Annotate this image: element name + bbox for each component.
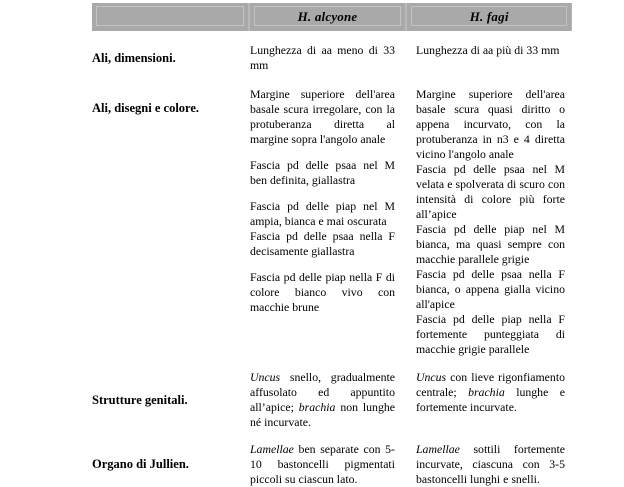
table-row-organo-di-jullien	[92, 442, 572, 487]
cell-fagi-disegni	[408, 87, 572, 357]
species-comparison-table	[92, 3, 572, 487]
table-row-ali-disegni-colore	[92, 87, 572, 357]
header-cell-fagi	[407, 3, 571, 31]
latin-term: Uncus	[250, 370, 281, 384]
text-segment: con lieve rigonfiamento centrale;	[416, 370, 565, 399]
row-label-cell	[92, 442, 250, 487]
row-label-text: Organo di Jullien.	[92, 457, 189, 471]
paragraph: Fascia pd delle piap nel M bianca, ma quasi sempre con macchie parallele grigie	[416, 222, 565, 266]
paragraph	[250, 442, 395, 487]
latin-term: brachia	[468, 385, 505, 399]
latin-term: Uncus	[416, 370, 447, 384]
cell-alcyone-genitali	[250, 370, 408, 430]
paragraph: Lunghezza di aa più di 33 mm	[416, 43, 560, 57]
table-header-row	[92, 3, 572, 31]
table-row-ali-dimensioni	[92, 43, 572, 73]
paragraph: Margine superiore dell'area basale scura irregolare, con la protuberanza diretta al margine sopra l'angolo anale	[250, 87, 395, 146]
paragraph: Lunghezza di aa meno di 33 mm	[250, 43, 395, 72]
cell-fagi-genitali	[408, 370, 572, 430]
header-cell-alcyone	[250, 3, 408, 31]
paragraph: Fascia pd delle piap nella F di colore bianco vivo con macchie brune	[250, 270, 395, 314]
paragraph: Fascia pd delle piap nella F fortemente punteggiata di macchie grigie parallele	[416, 312, 565, 356]
latin-term: brachia	[298, 400, 336, 414]
row-label-cell	[92, 370, 250, 430]
row-label-text: Ali, dimensioni.	[92, 50, 176, 65]
cell-fagi-jullien	[408, 442, 572, 487]
cell-alcyone-jullien	[250, 442, 408, 487]
table-row-strutture-genitali	[92, 370, 572, 430]
paragraph	[250, 370, 395, 430]
cell-fagi-dimensioni	[408, 43, 572, 73]
header-alcyone-text: H. alcyone	[297, 9, 358, 24]
cell-alcyone-disegni	[250, 87, 408, 357]
text-segment: snello, gradualmente affusolato ed appuntito all’apice;	[250, 370, 395, 414]
paragraph: Fascia pd delle psaa nella F decisamente giallastra	[250, 229, 395, 258]
paragraph: Fascia pd delle psaa nel M ben definita, giallastra	[250, 158, 395, 187]
text-segment: ben separate con 5-10 bastoncelli pigmentati piccoli su ciascun lato.	[250, 442, 395, 486]
text-segment: sottili fortemente incurvate, ciascuna con 3-5 bastoncelli lunghi e snelli.	[416, 442, 565, 486]
latin-term: Lamellae	[416, 442, 460, 456]
header-cell-blank	[92, 3, 250, 31]
paragraph	[416, 370, 565, 415]
row-label-text: Ali, disegni e colore.	[92, 101, 200, 115]
row-label-cell	[92, 87, 250, 357]
cell-alcyone-dimensioni	[250, 43, 408, 73]
text-segment: non lunghe né incurvate.	[250, 400, 395, 429]
row-label-cell	[92, 43, 250, 73]
paragraph: Fascia pd delle psaa nella F bianca, o appena gialla vicino all'apice	[416, 267, 565, 311]
header-fagi-text: H. fagi	[469, 9, 509, 24]
row-label-text: Strutture genitali.	[92, 392, 188, 407]
paragraph: Margine superiore dell'area basale scura quasi diritto o appena incurvato, con la protuberanza in n3 e 4 diretta vicino l'angolo anale	[416, 87, 565, 161]
paragraph: Fascia pd delle psaa nel M velata e spolverata di scuro con intensità di colore più forte all’apice	[416, 162, 565, 221]
paragraph: Fascia pd delle piap nel M ampia, bianca e mai oscurata	[250, 199, 395, 228]
latin-term: Lamellae	[250, 442, 294, 456]
text-segment: lunghe e fortemente incurvate.	[416, 385, 565, 414]
paragraph	[416, 442, 565, 487]
